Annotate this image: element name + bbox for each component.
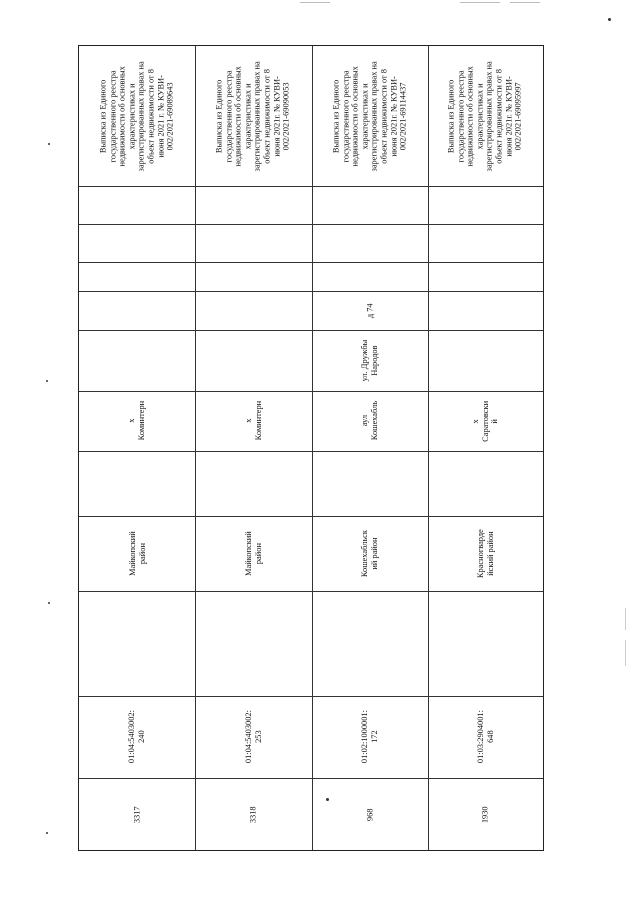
- settlement-cell: х Коминтерн: [243, 401, 263, 441]
- empty-cell: [79, 262, 195, 291]
- empty-cell: [79, 591, 195, 696]
- empty-cell: [312, 186, 428, 224]
- empty-cell: [428, 224, 543, 262]
- document-cell: [312, 46, 428, 186]
- empty-cell: [195, 186, 312, 224]
- cadastral-cell: 01:02:1000001: 172: [360, 710, 379, 764]
- empty-cell: [79, 224, 195, 262]
- scan-artifact: [625, 608, 626, 630]
- scan-speck: [608, 18, 611, 21]
- number-cell: 3318: [248, 806, 258, 824]
- scan-speck: [48, 602, 50, 604]
- empty-cell: [195, 262, 312, 291]
- document-text: Выписка из Единого государственного реестра недвижимости об основных характеристиках и зарегистрированных правах на объект недвижимости от 8 июня 2021г. № КУВИ- 002/2021-69095997: [447, 60, 524, 172]
- empty-cell: [79, 451, 195, 516]
- house-cell: [428, 291, 543, 330]
- empty-cell: [79, 186, 195, 224]
- document-text: Выписка из Единого государственного реестра недвижимости об основных характеристиках и зарегистрированных правах на объект недвижимости от 8 июня 2021 г. № КУВИ- 002/2021-69089643: [98, 60, 175, 172]
- house-cell: д 74: [365, 303, 375, 318]
- district-cell: Кошехабльск ий район: [360, 529, 379, 578]
- empty-cell: [428, 591, 543, 696]
- scan-artifact: [460, 2, 500, 3]
- document-text: Выписка из Единого государственного реестра недвижимости об основных характеристиках и зарегистрированных правах на объект недвижимости от 8 июня 2021г. № КУВИ- 002/2021-69114437: [331, 60, 408, 172]
- scan-artifact: [300, 2, 330, 3]
- scan-artifact: [625, 640, 626, 666]
- district-cell: Майкопский район: [127, 531, 146, 576]
- scan-speck: [46, 832, 48, 834]
- number-cell: 968: [365, 808, 375, 822]
- cadastral-cell: 01:04:5403002: 253: [243, 710, 263, 764]
- district-cell: Майкопский район: [243, 531, 263, 576]
- empty-cell: [312, 262, 428, 291]
- document-cell: [428, 46, 543, 186]
- document-cell: [195, 46, 312, 186]
- settlement-cell: аул Кошехабль: [360, 401, 379, 441]
- cadastral-cell: 01:03:2904001: 648: [475, 710, 495, 764]
- empty-cell: [195, 591, 312, 696]
- scan-artifact: [510, 2, 540, 3]
- house-cell: [79, 291, 195, 330]
- cadastral-cell: 01:04:5403002: 240: [127, 710, 146, 764]
- empty-cell: [428, 262, 543, 291]
- number-cell: 3317: [132, 806, 142, 824]
- street-cell: [79, 330, 195, 391]
- district-cell: Красногварде йский район: [475, 529, 495, 578]
- street-cell: [195, 330, 312, 391]
- scan-speck: [46, 380, 48, 382]
- scan-speck: [48, 143, 50, 145]
- number-cell: 1930: [480, 806, 490, 824]
- empty-cell: [312, 451, 428, 516]
- settlement-cell: х Коминтерн: [127, 401, 146, 441]
- settlement-cell: х Саратовски й: [471, 400, 500, 442]
- house-cell: [195, 291, 312, 330]
- empty-cell: [312, 591, 428, 696]
- empty-cell: [312, 224, 428, 262]
- property-table: [78, 45, 544, 851]
- street-cell: ул. Дружбы Народов: [360, 339, 379, 382]
- document-text: Выписка из Единого государственного реестра недвижимости об основных характеристиках и зарегистрированных правах на объект недвижимости от 8 июня 2021г. № КУВИ- 002/2021-69090053: [215, 60, 292, 172]
- empty-cell: [428, 451, 543, 516]
- empty-cell: [428, 186, 543, 224]
- empty-cell: [195, 224, 312, 262]
- empty-cell: [195, 451, 312, 516]
- document-cell: [79, 46, 195, 186]
- street-cell: [428, 330, 543, 391]
